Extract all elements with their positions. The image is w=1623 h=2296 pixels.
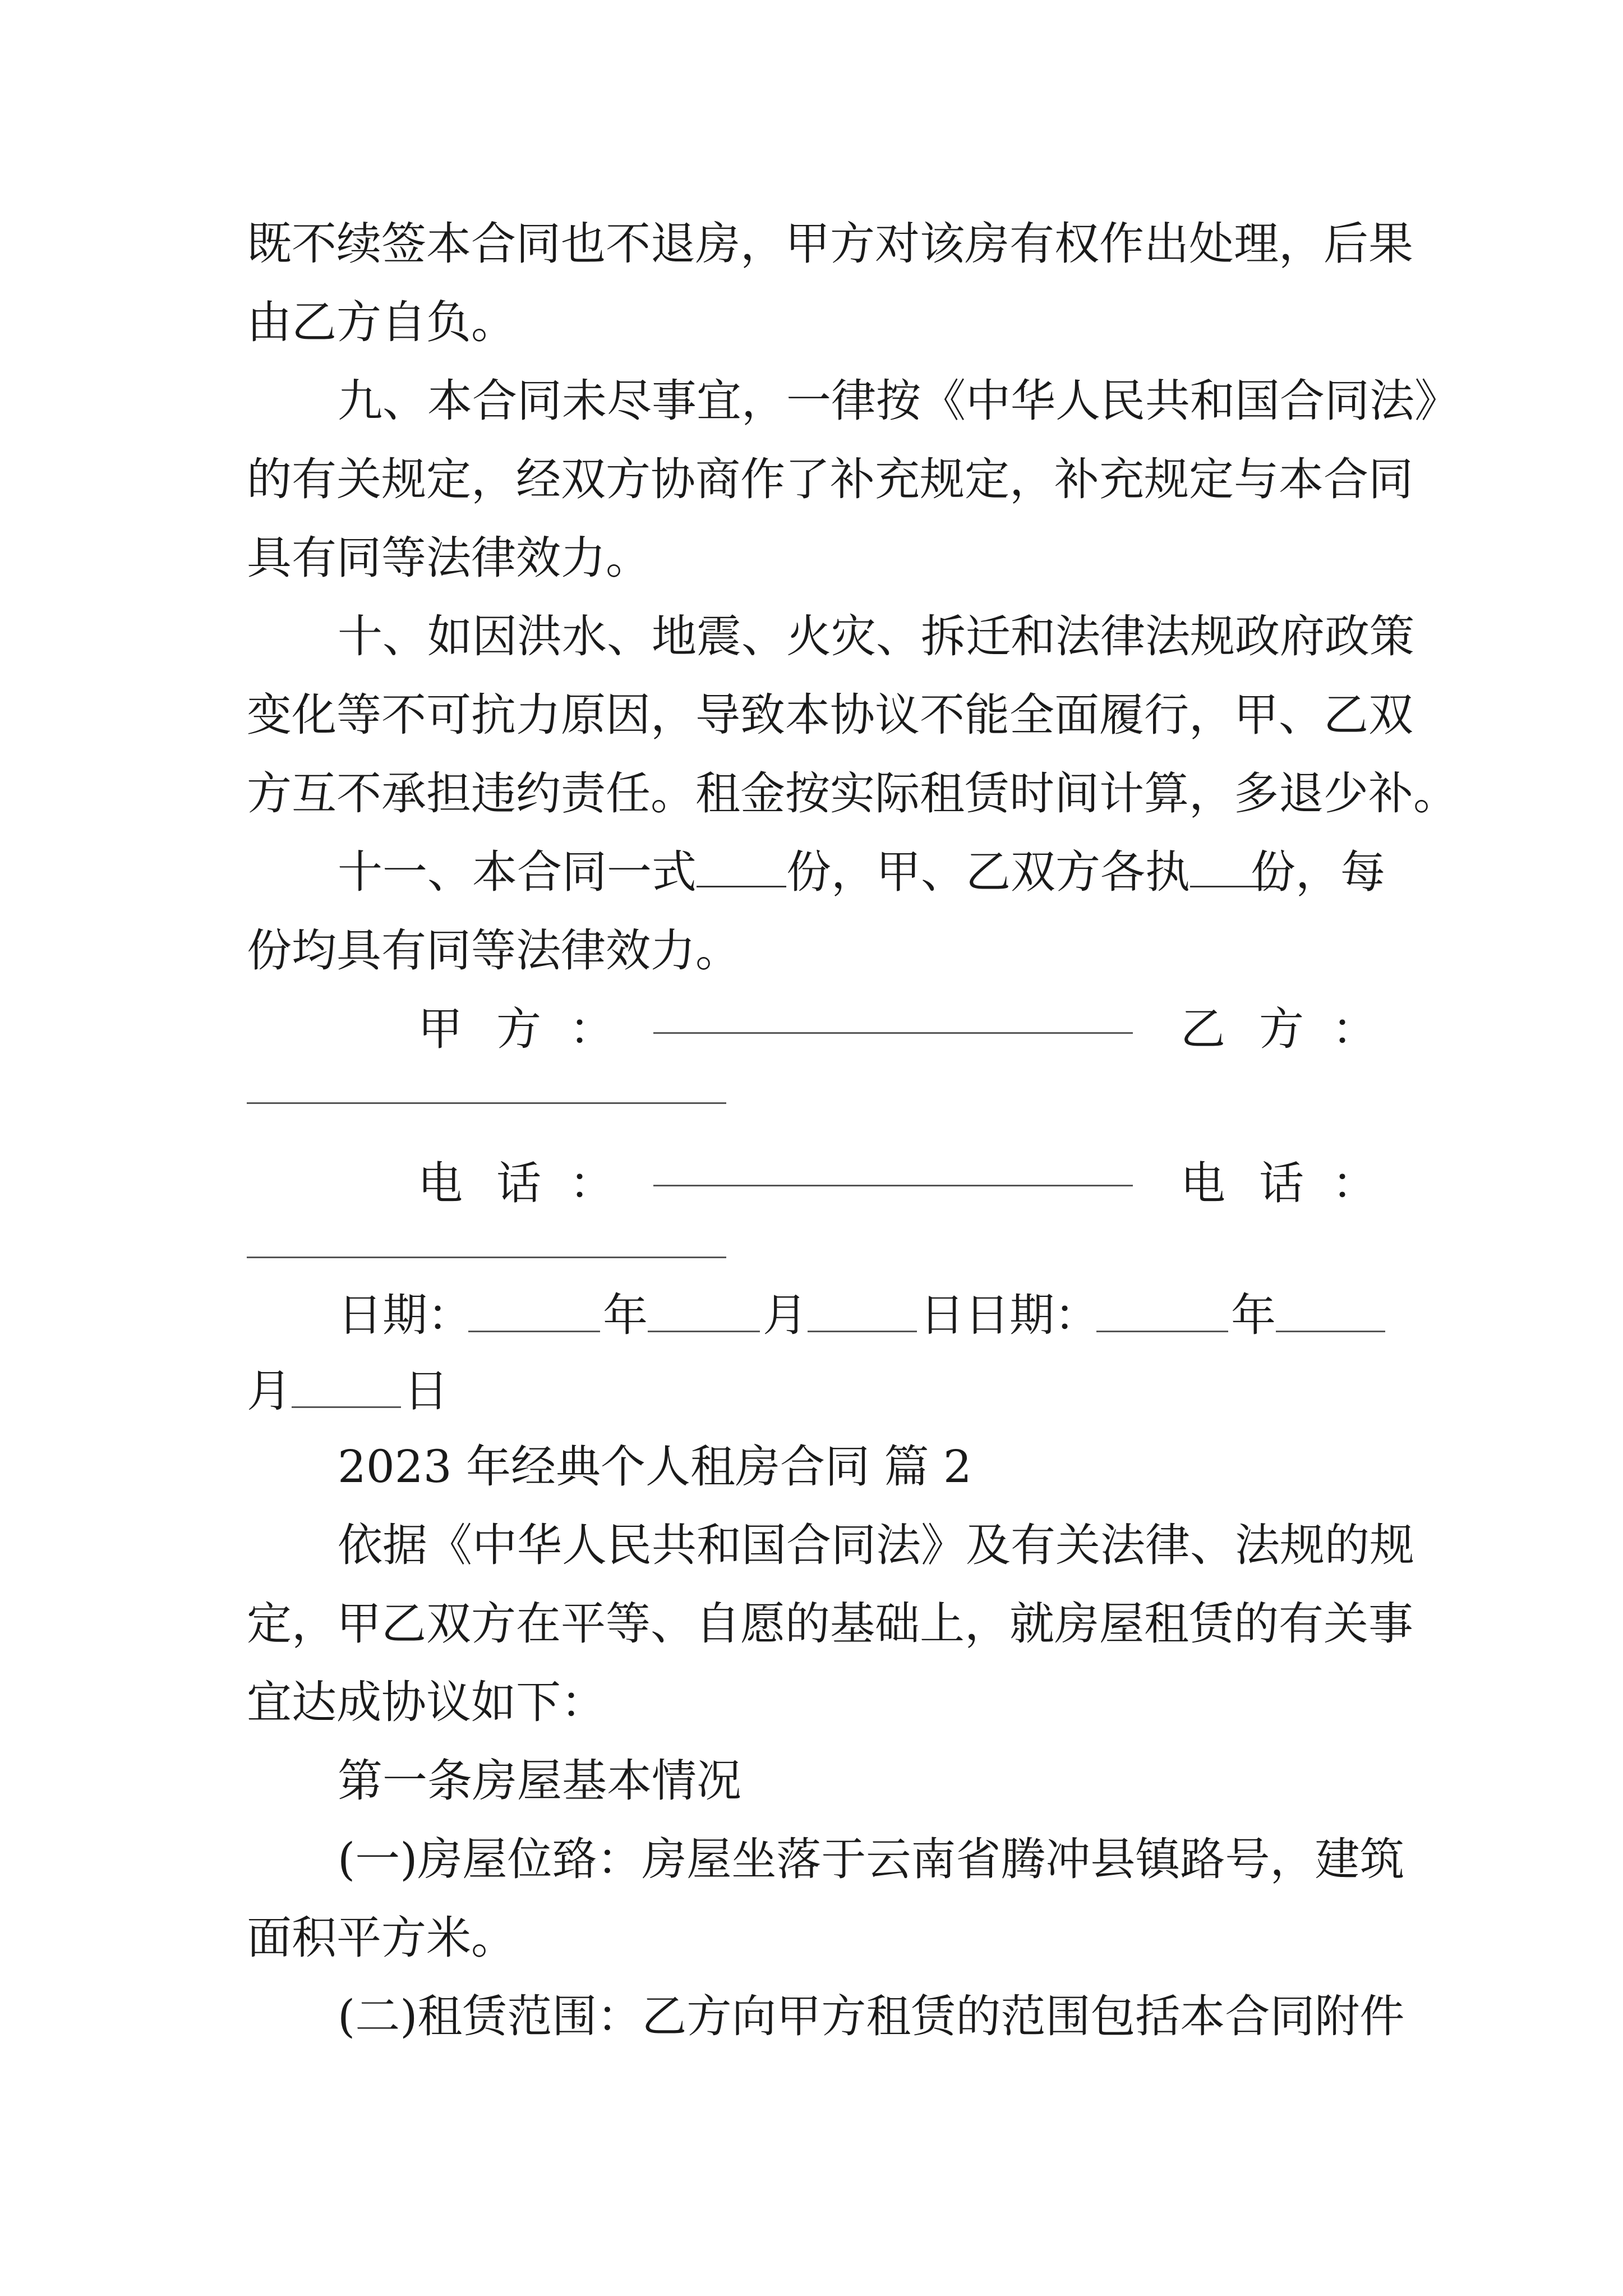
signature-phone-row [0,1156,1623,1212]
month-blank-2 [1276,1331,1385,1332]
party-a-signature-line [653,1032,1133,1034]
day-blank-2 [292,1406,401,1408]
date-row-continued [0,1363,1623,1419]
day-label-2: 日 [404,1365,449,1417]
phone-b-label: ： [1332,1157,1377,1209]
clause-eleven-text: 份，每 [1251,846,1385,898]
paragraph-line: 由乙方自负。 [247,296,516,348]
phone-b-line [247,1257,726,1258]
paragraph-line: 既不续签本合同也不退房，甲方对该房有权作出处理，后果 [247,218,1413,270]
clause-ten-line: 变化等不可抗力原因，导致本协议不能全面履行，甲、乙双 [247,689,1413,741]
item-line: (二)租赁范围：乙方向甲方租赁的范围包括本合同附件 [338,1990,1405,2042]
phone-a-label: 话 [496,1157,541,1209]
clause-ten-line: 方互不承担违约责任。租金按实际租赁时间计算，多退少补。 [247,767,1458,820]
date-label: 日期： [338,1289,472,1341]
phone-b-label: 话 [1259,1157,1304,1209]
year-label-2: 年 [1231,1289,1276,1341]
party-b-label: 乙 [1181,1003,1225,1055]
year-blank-2 [1096,1331,1228,1332]
phone-a-label: ： [569,1157,614,1209]
intro-line: 宜达成协议如下： [247,1676,606,1728]
clause-eleven-text: 份，甲、乙双方各执 [786,846,1190,898]
date-row [0,1287,1623,1343]
month-label-2: 月 [247,1365,292,1417]
intro-line: 定，甲乙双方在平等、自愿的基础上，就房屋租赁的有关事 [247,1598,1413,1650]
month-blank [648,1331,760,1332]
phone-b-label: 电 [1181,1157,1225,1209]
year-label: 年 [603,1289,648,1341]
month-label: 月 [763,1289,808,1341]
clause-nine-line: 九、本合同未尽事宜，一律按《中华人民共和国合同法》 [338,375,1459,427]
clause-eleven-line: 份均具有同等法律效力。 [247,924,740,977]
article-heading: 第一条房屋基本情况 [338,1755,741,1807]
item-line: (一)房屋位臵：房屋坐落于云南省腾冲县镇路号，建筑 [338,1833,1405,1885]
clause-eleven-line [338,844,1385,900]
phone-a-label: 电 [418,1157,463,1209]
day-blank [808,1331,917,1332]
clause-nine-line: 的有关规定，经双方协商作了补充规定，补充规定与本合同 [247,453,1413,505]
party-a-label: 方 [496,1003,541,1055]
copies-blank [697,846,786,887]
phone-a-line [653,1185,1133,1186]
party-b-signature-line [247,1102,726,1104]
date-label-2: 日期： [965,1289,1099,1341]
section-heading: 2023 年经典个人租房合同 篇 2 [338,1441,972,1493]
day-label: 日 [920,1289,965,1341]
party-a-label: ： [569,1003,614,1055]
signature-party-row [0,1001,1623,1057]
clause-eleven-text: 十一、本合同一式 [338,846,697,898]
clause-nine-line: 具有同等法律效力。 [247,532,651,584]
party-b-label: ： [1332,1003,1377,1055]
item-line: 面积平方米。 [247,1912,516,1964]
party-a-label: 甲 [418,1003,463,1055]
party-b-label: 方 [1259,1003,1304,1055]
intro-line: 依据《中华人民共和国合同法》及有关法律、法规的规 [338,1519,1414,1571]
clause-ten-line: 十、如因洪水、地震、火灾、拆迁和法律法规政府政策 [338,610,1414,662]
year-blank [468,1331,600,1332]
